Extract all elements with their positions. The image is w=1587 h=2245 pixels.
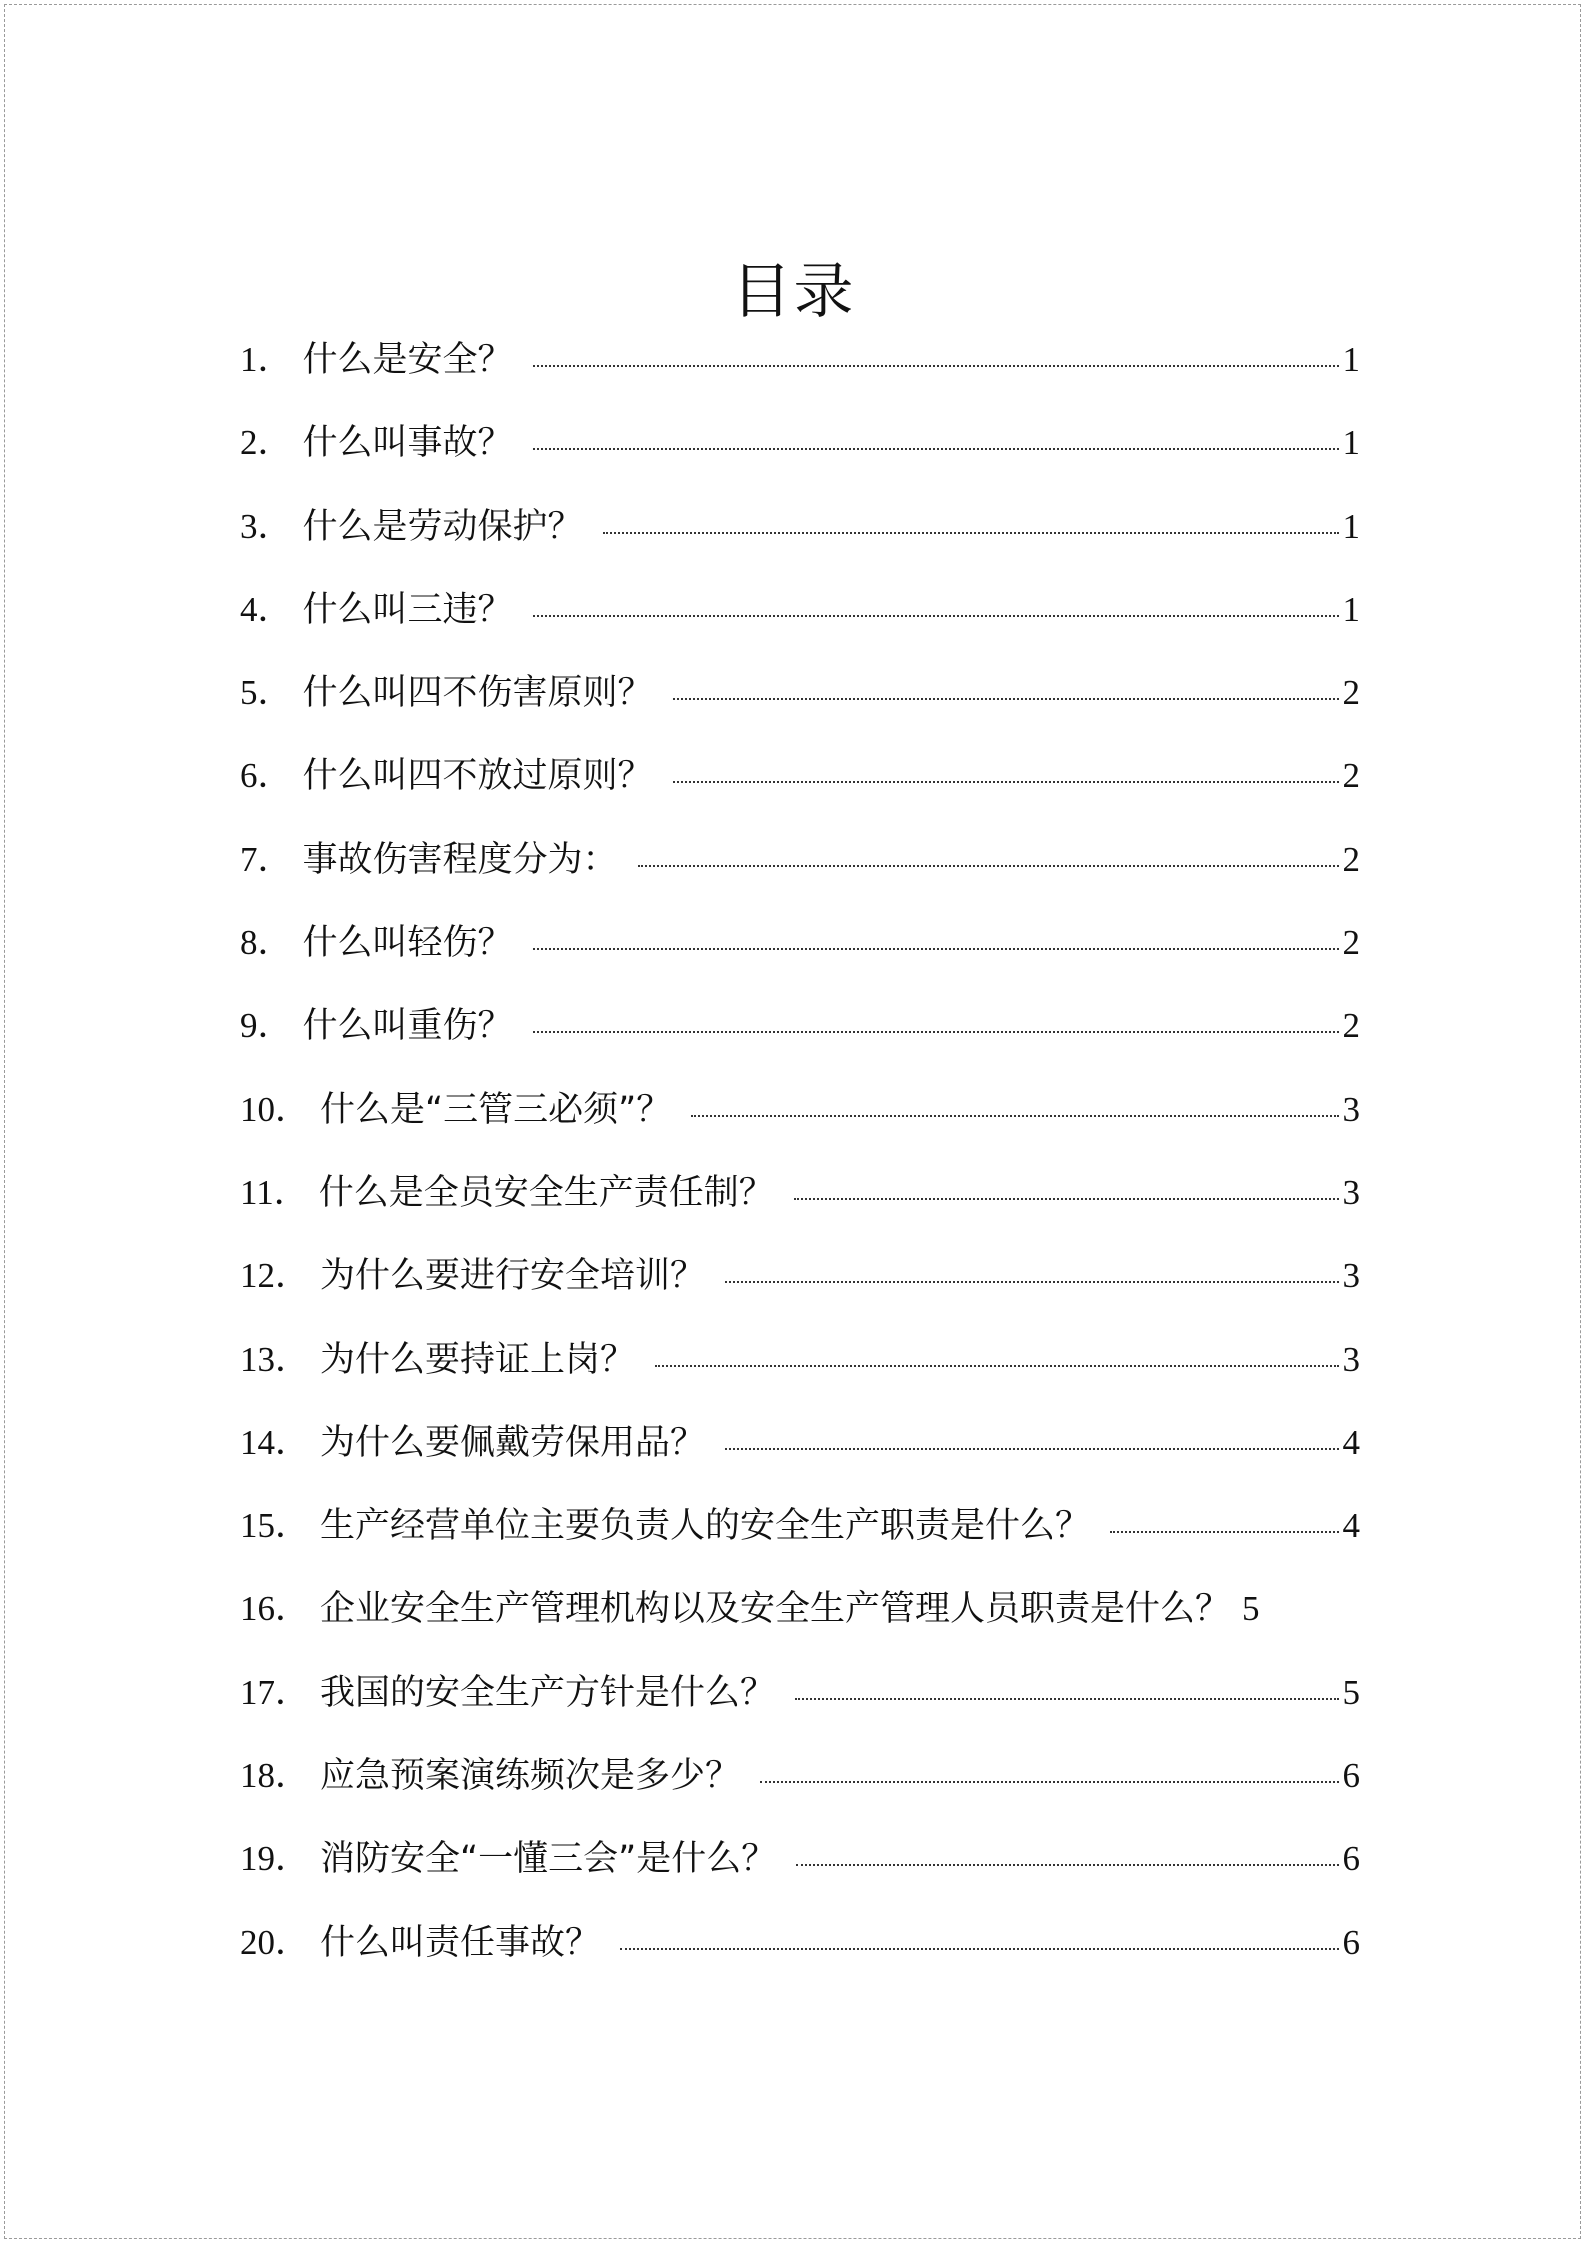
toc-entry-number: 3 <box>240 506 258 546</box>
toc-entry-number: 6 <box>240 756 258 796</box>
toc-entry-separator: ． <box>257 1006 293 1046</box>
toc-entry-5[interactable] <box>240 659 1360 742</box>
toc-entry-page: 2 <box>1342 923 1360 963</box>
toc-entry-page: 1 <box>1342 589 1360 629</box>
toc-dot-leader <box>673 698 1339 700</box>
toc-entry-20[interactable] <box>240 1909 1360 1992</box>
toc-entry-16[interactable] <box>240 1575 1360 1658</box>
toc-entry-separator: ． <box>275 1339 311 1379</box>
toc-entry-number: 2 <box>240 423 258 463</box>
toc-entry-page: 3 <box>1342 1339 1360 1379</box>
toc-entry-text: 事故伤害程度分为： <box>302 839 618 880</box>
toc-dot-leader <box>533 448 1339 450</box>
toc-dot-leader <box>760 1781 1338 1783</box>
toc-entry-page: 2 <box>1342 1006 1360 1046</box>
toc-entry-text: 应急预案演练频次是多少？ <box>320 1756 741 1797</box>
toc-entry-17[interactable] <box>240 1659 1360 1742</box>
toc-entry-10[interactable] <box>240 1076 1360 1159</box>
toc-dot-leader <box>533 1031 1339 1033</box>
toc-entry-separator: ． <box>275 1506 311 1546</box>
toc-entry-13[interactable] <box>240 1326 1360 1409</box>
toc-entry-number: 11 <box>240 1172 274 1212</box>
toc-entry-page: 6 <box>1342 1839 1360 1879</box>
toc-entry-text: 什么叫责任事故？ <box>320 1922 601 1963</box>
toc-dot-leader <box>603 532 1339 534</box>
toc-entry-page: 2 <box>1342 756 1360 796</box>
toc-entry-number: 7 <box>240 839 258 879</box>
toc-entry-page: 2 <box>1342 673 1360 713</box>
toc-entry-text: 什么是“三管三必须”？ <box>320 1089 672 1130</box>
toc-entry-page: 1 <box>1342 423 1360 463</box>
toc-entry-text: 什么叫三违？ <box>302 589 513 630</box>
toc-entry-separator: ． <box>275 1256 311 1296</box>
toc-entry-number: 12 <box>240 1256 275 1296</box>
toc-entry-page: 1 <box>1342 340 1360 379</box>
toc-dot-leader <box>533 365 1339 367</box>
toc-entry-separator: ． <box>257 923 293 963</box>
toc-entry-text: 什么叫重伤？ <box>302 1006 513 1047</box>
toc-dot-leader <box>796 1864 1338 1866</box>
toc-entry-6[interactable] <box>240 742 1360 825</box>
toc-entry-2[interactable] <box>240 409 1360 492</box>
toc-entry-19[interactable] <box>240 1825 1360 1908</box>
toc-dot-leader <box>725 1281 1338 1283</box>
toc-entry-text: 消防安全“一懂三会”是什么？ <box>320 1839 777 1880</box>
toc-entry-number: 20 <box>240 1922 275 1962</box>
toc-entry-text: 什么叫四不伤害原则？ <box>302 673 653 714</box>
toc-dot-leader <box>533 948 1339 950</box>
toc-entry-separator: ． <box>275 1589 311 1629</box>
toc-entry-separator: ． <box>275 1089 311 1129</box>
toc-entry-page: 3 <box>1342 1256 1360 1296</box>
toc-entry-text: 我国的安全生产方针是什么？ <box>320 1672 776 1713</box>
toc-entry-separator: ． <box>257 340 293 379</box>
toc-entry-4[interactable] <box>240 576 1360 659</box>
toc-entry-separator: ． <box>273 1172 309 1212</box>
toc-dot-leader <box>725 1448 1338 1450</box>
table-of-contents <box>240 326 1360 1992</box>
toc-entry-number: 13 <box>240 1339 275 1379</box>
toc-dot-leader <box>795 1698 1338 1700</box>
toc-entry-text: 什么叫四不放过原则？ <box>302 756 653 797</box>
toc-entry-text: 什么叫轻伤？ <box>302 923 513 964</box>
toc-entry-page: 6 <box>1342 1922 1360 1962</box>
toc-entry-page: 2 <box>1342 839 1360 879</box>
toc-entry-separator: ． <box>257 589 293 629</box>
toc-entry-text: 什么是全员安全生产责任制？ <box>318 1172 774 1213</box>
toc-entry-page: 5 <box>1242 1589 1260 1629</box>
toc-entry-text: 为什么要进行安全培训？ <box>320 1256 706 1297</box>
toc-entry-number: 17 <box>240 1672 275 1712</box>
toc-dot-leader <box>794 1198 1339 1200</box>
toc-entry-separator: ． <box>257 423 293 463</box>
toc-entry-separator: ． <box>275 1422 311 1462</box>
toc-entry-9[interactable] <box>240 992 1360 1075</box>
toc-entry-page: 1 <box>1342 506 1360 546</box>
toc-entry-number: 4 <box>240 589 258 629</box>
toc-entry-page: 3 <box>1342 1172 1360 1212</box>
toc-entry-separator: ． <box>275 1756 311 1796</box>
toc-dot-leader <box>673 781 1339 783</box>
toc-entry-text: 什么叫事故？ <box>302 423 513 464</box>
toc-entry-number: 14 <box>240 1422 275 1462</box>
toc-entry-separator: ． <box>257 673 293 713</box>
toc-entry-separator: ． <box>275 1922 311 1962</box>
toc-entry-number: 18 <box>240 1756 275 1796</box>
toc-entry-separator: ． <box>257 506 293 546</box>
toc-entry-11[interactable] <box>240 1159 1360 1242</box>
toc-entry-18[interactable] <box>240 1742 1360 1825</box>
toc-entry-number: 1 <box>240 340 258 379</box>
toc-entry-text: 企业安全生产管理机构以及安全生产管理人员职责是什么？ <box>320 1589 1231 1630</box>
toc-entry-separator: ． <box>257 839 293 879</box>
toc-entry-8[interactable] <box>240 909 1360 992</box>
toc-entry-15[interactable] <box>240 1492 1360 1575</box>
toc-entry-number: 9 <box>240 1006 258 1046</box>
toc-entry-7[interactable] <box>240 826 1360 909</box>
toc-entry-number: 19 <box>240 1839 275 1879</box>
toc-entry-text: 什么是安全？ <box>302 340 513 380</box>
toc-entry-page: 5 <box>1342 1672 1360 1712</box>
toc-dot-leader <box>1110 1531 1338 1533</box>
toc-entry-separator: ． <box>257 756 293 796</box>
toc-entry-1[interactable] <box>240 326 1360 409</box>
toc-entry-number: 16 <box>240 1589 275 1629</box>
toc-dot-leader <box>620 1948 1338 1950</box>
toc-entry-page: 4 <box>1342 1506 1360 1546</box>
toc-entry-text: 什么是劳动保护？ <box>302 506 583 547</box>
toc-entry-page: 4 <box>1342 1422 1360 1462</box>
toc-entry-page: 6 <box>1342 1756 1360 1796</box>
toc-entry-separator: ． <box>275 1672 311 1712</box>
toc-entry-number: 15 <box>240 1506 275 1546</box>
toc-entry-3[interactable] <box>240 493 1360 576</box>
toc-entry-12[interactable] <box>240 1242 1360 1325</box>
toc-dot-leader <box>638 865 1339 867</box>
toc-entry-number: 10 <box>240 1089 275 1129</box>
toc-entry-separator: ． <box>275 1839 311 1879</box>
toc-entry-text: 为什么要佩戴劳保用品？ <box>320 1422 706 1463</box>
toc-entry-text: 生产经营单位主要负责人的安全生产职责是什么？ <box>320 1506 1091 1547</box>
toc-dot-leader <box>655 1365 1338 1367</box>
toc-entry-number: 8 <box>240 923 258 963</box>
toc-dot-leader <box>691 1115 1338 1117</box>
page-title: 目录 <box>731 257 856 328</box>
toc-entry-14[interactable] <box>240 1409 1360 1492</box>
toc-dot-leader <box>533 615 1339 617</box>
toc-entry-text: 为什么要持证上岗？ <box>320 1339 636 1380</box>
toc-entry-page: 3 <box>1342 1089 1360 1129</box>
toc-entry-number: 5 <box>240 673 258 713</box>
